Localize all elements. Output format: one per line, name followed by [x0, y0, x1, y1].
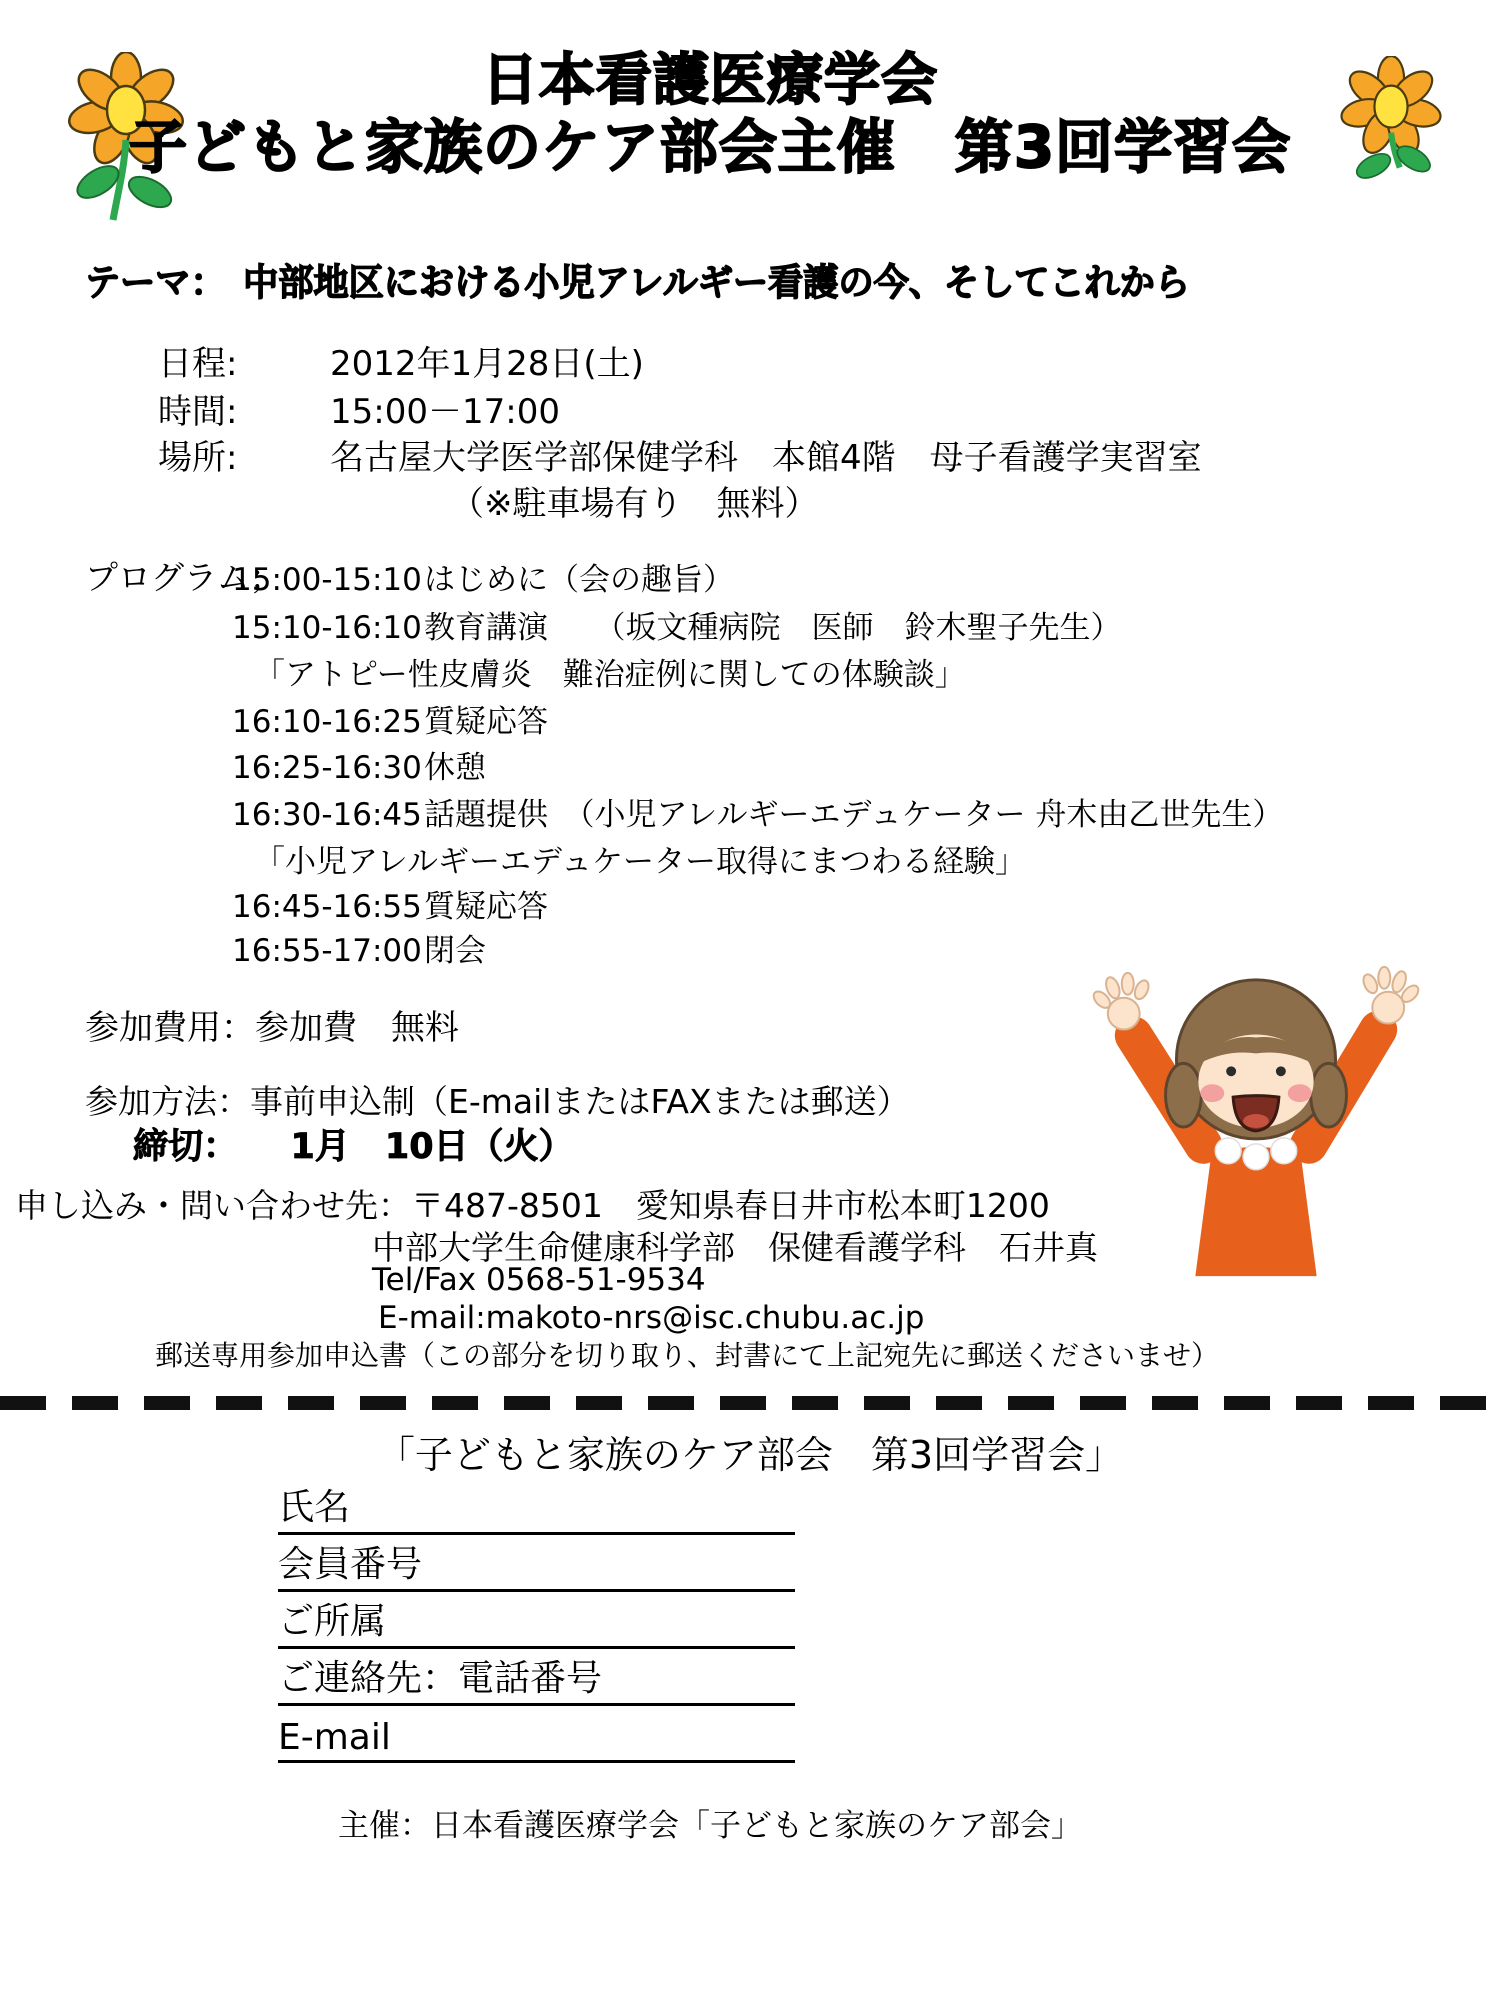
cut-line-dashed	[0, 1396, 1500, 1410]
form-title: 「子どもと家族のケア部会 第3回学習会」	[376, 1433, 1124, 1477]
program-time: 16:10-16:25	[232, 704, 422, 740]
mail-in-note: 郵送専用参加申込書（この部分を切り取り、封書にて上記宛先に郵送くださいませ）	[155, 1339, 1220, 1372]
form-field-affiliation	[278, 1594, 795, 1649]
program-text: 質疑応答	[424, 889, 548, 925]
child-illustration	[1072, 948, 1440, 1296]
program-item	[232, 742, 486, 787]
program-text: 閉会	[424, 933, 486, 969]
program-time: 16:25-16:30	[232, 750, 422, 786]
parking-note: （※駐車場有り 無料）	[450, 484, 819, 524]
application-deadline: 締切： 1月 10日（火）	[133, 1127, 574, 1167]
form-field-label: ご所属	[278, 1601, 387, 1642]
program-item	[232, 696, 548, 741]
program-text: 「小児アレルギーエデュケーター取得にまつわる経験」	[254, 844, 1027, 880]
program-item	[232, 925, 486, 970]
program-text: 教育講演 （坂文種病院 医師 鈴木聖子先生）	[424, 610, 1122, 646]
program-text: 「アトピー性皮膚炎 難治症例に関しての体験談」	[254, 657, 966, 693]
fee-line: 参加費用：参加費 無料	[85, 1008, 459, 1048]
time-value: 15:00－17:00	[330, 392, 560, 432]
program-text: 質疑応答	[424, 704, 548, 740]
form-field-label: 氏名	[278, 1487, 351, 1528]
program-time: 15:10-16:10	[232, 610, 422, 646]
program-item	[232, 602, 1122, 647]
program-time: 16:30-16:45	[232, 797, 422, 833]
program-time: 15:00-15:10	[232, 562, 422, 598]
contact-telfax: Tel/Fax 0568-51-9534	[372, 1262, 706, 1298]
theme-line: テーマ： 中部地区における小児アレルギー看護の今、そしてこれから	[85, 261, 1190, 304]
program-label: プログラム；	[85, 558, 283, 597]
contact-email: E-mail:makoto-nrs@isc.chubu.ac.jp	[378, 1300, 925, 1336]
program-item	[232, 554, 734, 599]
program-text: 休憩	[424, 750, 486, 786]
program-time: 16:45-16:55	[232, 889, 422, 925]
contact-department: 中部大学生命健康科学部 保健看護学科 石井真	[372, 1228, 1098, 1267]
program-item	[232, 789, 1283, 834]
time-label: 時間:	[158, 392, 238, 432]
page-subtitle: 子どもと家族のケア部会主催 第3回学習会	[128, 113, 1292, 181]
page-title: 日本看護医療学会	[482, 48, 938, 113]
form-field-label: E-mail	[278, 1717, 391, 1758]
form-field-email	[278, 1708, 795, 1763]
date-value: 2012年1月28日(土)	[330, 344, 644, 384]
program-text: 話題提供 （小児アレルギーエデュケーター 舟木由乙世先生）	[424, 797, 1284, 833]
place-value: 名古屋大学医学部保健学科 本館4階 母子看護学実習室	[330, 438, 1202, 478]
place-row	[158, 430, 1202, 479]
form-field-name	[278, 1480, 795, 1535]
program-item	[232, 881, 548, 926]
form-field-phone	[278, 1651, 795, 1706]
form-field-label: ご連絡先：電話番号	[278, 1658, 603, 1699]
place-label: 場所:	[158, 438, 238, 478]
contact-address: 申し込み・問い合わせ先：〒487-8501 愛知県春日井市松本町1200	[15, 1186, 1050, 1225]
time-row	[158, 384, 560, 433]
organizer-line: 主催：日本看護医療学会「子どもと家族のケア部会」	[338, 1808, 1082, 1844]
program-item	[254, 649, 966, 694]
date-row	[158, 336, 644, 385]
program-text: はじめに（会の趣旨）	[424, 562, 734, 598]
form-field-member-number	[278, 1537, 795, 1592]
application-method: 参加方法：事前申込制（E-mailまたはFAXまたは郵送）	[85, 1082, 910, 1121]
program-time: 16:55-17:00	[232, 933, 422, 969]
date-label: 日程:	[158, 344, 238, 384]
form-field-label: 会員番号	[278, 1544, 423, 1585]
program-item	[254, 836, 1026, 881]
